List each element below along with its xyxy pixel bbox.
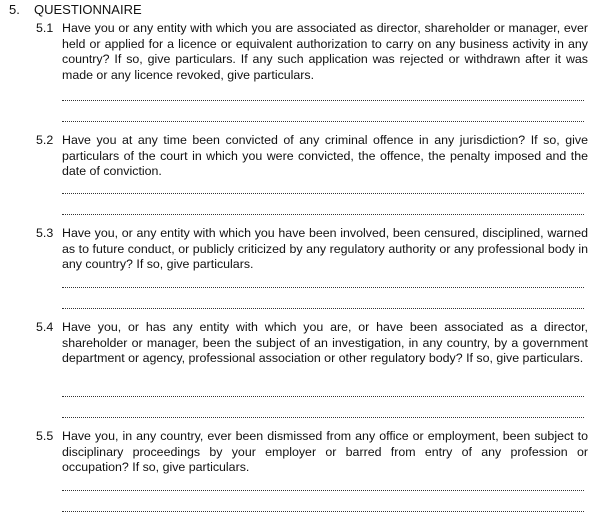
section-heading	[9, 2, 142, 18]
question-text: Have you, or has any entity with which you are, or have been associated as a director, shareholder or manager, been the subject of an investigation, in any country, by a government department or agency, professional association or other regulatory body? If so, give particulars.	[62, 320, 588, 365]
question-text: Have you at any time been convicted of any criminal offence in any jurisdiction? If so, give particulars of the court in which you were convicted, the offence, the penalty imposed and the date of conviction.	[62, 133, 588, 178]
answer-line[interactable]	[62, 121, 584, 122]
answer-line[interactable]	[62, 417, 584, 418]
answer-line[interactable]	[62, 308, 584, 309]
answer-line[interactable]	[62, 396, 584, 397]
question-5-5	[36, 429, 588, 476]
question-5-2	[36, 133, 588, 180]
question-number: 5.4	[36, 320, 54, 334]
question-5-3	[36, 226, 588, 273]
question-5-1	[36, 21, 588, 83]
question-number: 5.2	[36, 133, 54, 147]
answer-line[interactable]	[62, 214, 584, 215]
question-number: 5.1	[36, 21, 54, 35]
question-text: Have you or any entity with which you are associated as director, shareholder or manager, ever held or applied for a licence or equivalent authorization to carry on any business activity in any country? If so, give particulars. If any such application was rejected or withdrawn after it was made or any licence revoked, give particulars.	[62, 21, 588, 82]
question-text: Have you, in any country, ever been dismissed from any office or employment, been subject to disciplinary proceedings by your employer or barred from entry of any profession or occupation? If so, give particulars.	[62, 429, 588, 474]
section-number: 5.	[9, 2, 20, 17]
answer-line[interactable]	[62, 287, 584, 288]
answer-line[interactable]	[62, 511, 584, 512]
question-number: 5.5	[36, 429, 54, 443]
answer-line[interactable]	[62, 490, 584, 491]
question-text: Have you, or any entity with which you have been involved, been censured, disciplined, warned as to future conduct, or publicly criticized by any regulatory authority or any professional body in any country? If so, give particulars.	[62, 226, 588, 271]
question-number: 5.3	[36, 226, 54, 240]
answer-line[interactable]	[62, 193, 584, 194]
section-title: QUESTIONNAIRE	[34, 2, 142, 17]
answer-line[interactable]	[62, 100, 584, 101]
question-5-4	[36, 320, 588, 367]
